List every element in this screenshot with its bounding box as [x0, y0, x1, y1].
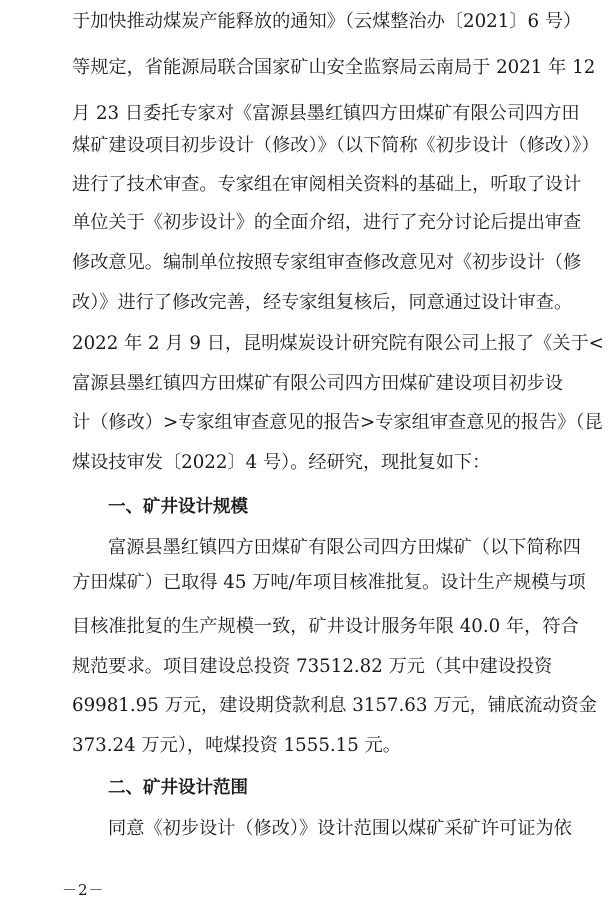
body-text-line: 富源县墨红镇四方田煤矿有限公司四方田煤矿（以下简称四	[108, 537, 581, 558]
body-text-line: 煤设技审发〔2022〕4 号）。经研究，现批复如下：	[72, 452, 491, 473]
body-text-line: 单位关于《初步设计》的全面介绍，进行了充分讨论后提出审查	[72, 212, 582, 233]
page-number: －2－	[62, 881, 105, 899]
section-heading-scale: 一、矿井设计规模	[108, 497, 248, 517]
body-text-line: 2022 年 2 月 9 日，昆明煤炭设计研究院有限公司上报了《关于<	[72, 333, 604, 354]
body-text-line: 富源县墨红镇四方田煤矿有限公司四方田煤矿建设项目初步设	[72, 373, 564, 394]
body-text-line: 改）》进行了修改完善，经专家组复核后，同意通过设计审查。	[72, 292, 573, 313]
body-text-line: 同意《初步设计（修改）》设计范围以煤矿采矿许可证为依	[108, 818, 572, 839]
body-text-line: 修改意见。编制单位按照专家组审查修改意见对《初步设计（修	[72, 252, 582, 273]
body-text-line: 月 23 日委托专家对《富源县墨红镇四方田煤矿有限公司四方田	[72, 103, 580, 124]
section-heading-range: 二、矿井设计范围	[108, 778, 248, 798]
body-text-line: 373.24 万元），吨煤投资 1555.15 元。	[72, 735, 401, 756]
body-text-line: 69981.95 万元，建设期贷款利息 3157.63 万元，铺底流动资金	[72, 695, 597, 716]
body-text-line: 目核准批复的生产规模一致，矿井设计服务年限 40.0 年，符合	[72, 616, 579, 637]
body-text-line: 煤矿建设项目初步设计（修改）》（以下简称《初步设计（修改）》）	[72, 135, 600, 156]
body-text-line: 方田煤矿）已取得 45 万吨/年项目核准批复。设计生产规模与项	[72, 572, 586, 593]
body-text-line: 于加快推动煤炭产能释放的通知》（云煤整治办〔2021〕6 号）	[72, 11, 582, 32]
body-text-line: 规范要求。项目建设总投资 73512.82 万元（其中建设投资	[72, 656, 553, 677]
body-text-line: 进行了技术审查。专家组在审阅相关资料的基础上，听取了设计	[72, 174, 582, 195]
body-text-line: 等规定，省能源局联合国家矿山安全监察局云南局于 2021 年 12	[72, 57, 596, 78]
body-text-line: 计（修改）>专家组审查意见的报告>专家组审查意见的报告》（昆	[72, 412, 603, 433]
